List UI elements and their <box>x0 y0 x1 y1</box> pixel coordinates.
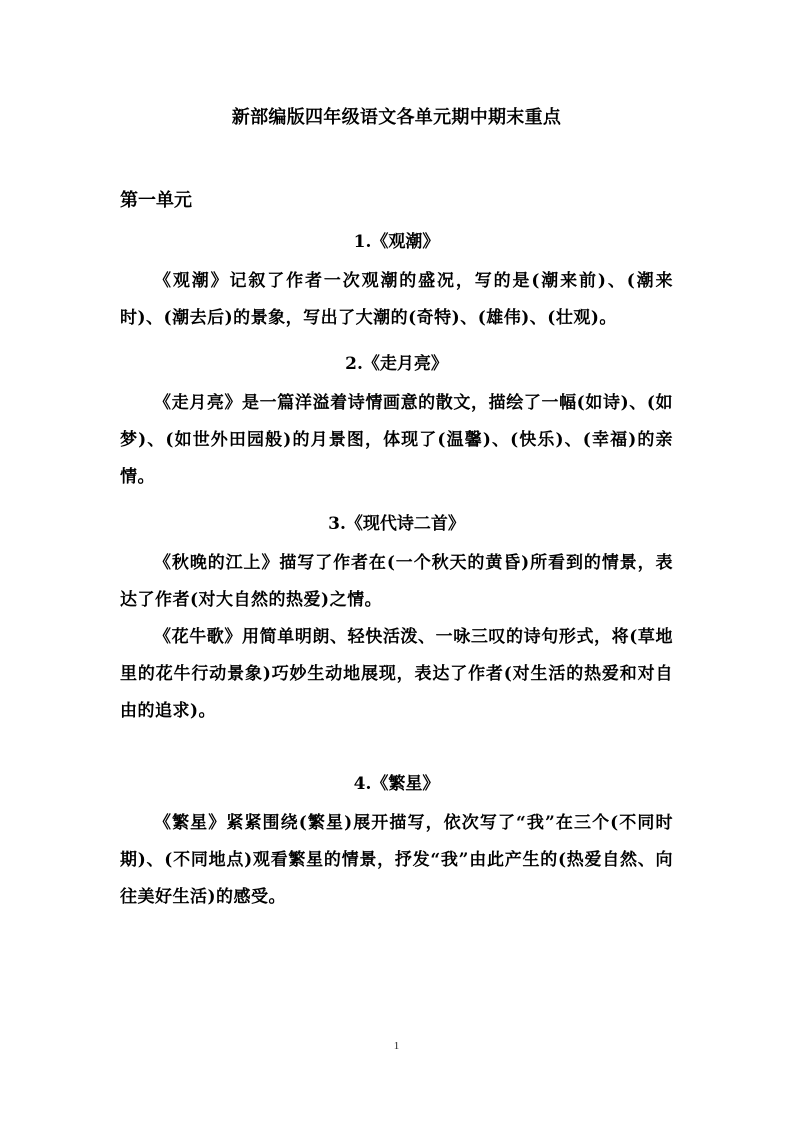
section-heading: 3.《现代诗二首》 <box>328 514 465 534</box>
section-paragraph: 《观潮》记叙了作者一次观潮的盛况，写的是(潮来前)、(潮来时)、(潮去后)的景象，写出了大潮的(奇特)、(雄伟)、(壮观)。 <box>120 271 673 328</box>
section-heading: 2.《走月亮》 <box>345 354 448 374</box>
section-heading: 4.《繁星》 <box>353 774 440 794</box>
section-zouyueliang <box>120 352 673 496</box>
page-number: 1 <box>393 1040 400 1052</box>
section-paragraph: 《走月亮》是一篇洋溢着诗情画意的散文，描绘了一幅(如诗)、(如梦)、(如世外田园般)的月景图，体现了(温馨)、(快乐)、(幸福)的亲情。 <box>120 393 673 487</box>
unit-heading: 第一单元 <box>120 190 192 211</box>
section-xiandaishi <box>120 512 673 730</box>
document-title: 新部编版四年级语文各单元期中期末重点 <box>231 107 562 128</box>
section-fanxing <box>120 772 673 916</box>
section-paragraph: 《繁星》紧紧围绕(繁星)展开描写，依次写了“我”在三个(不同时期)、(不同地点)观看繁星的情景，抒发“我”由此产生的(热爱自然、向往美好生活)的感受。 <box>120 813 673 907</box>
section-heading: 1.《观潮》 <box>353 232 440 252</box>
section-paragraph: 《秋晚的江上》描写了作者在(一个秋天的黄昏)所看到的情景，表达了作者(对大自然的热爱)之情。 <box>120 553 673 610</box>
section-paragraph: 《花牛歌》用简单明朗、轻快活泼、一咏三叹的诗句形式，将(草地里的花牛行动景象)巧妙生动地展现，表达了作者(对生活的热爱和对自由的追求)。 <box>120 627 673 721</box>
section-guanchao <box>120 230 673 337</box>
